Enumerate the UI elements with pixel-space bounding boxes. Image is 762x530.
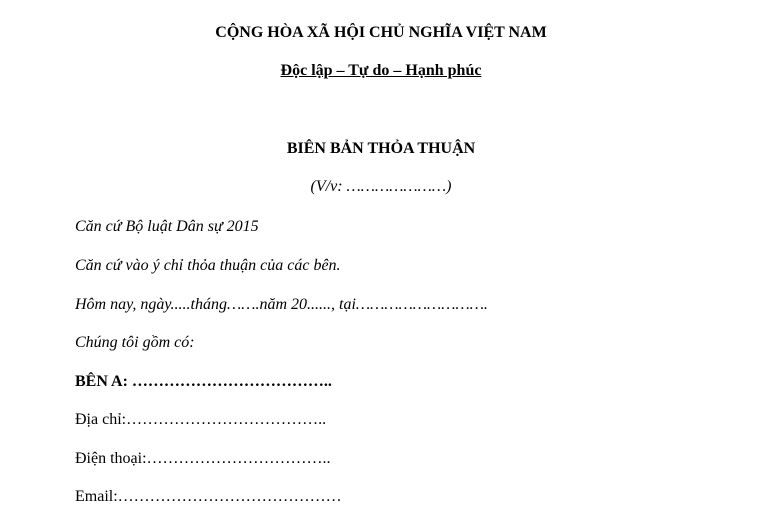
party-a-address: Địa chỉ:……………………………….. [75, 411, 327, 428]
date-place-text: Hôm nay, ngày.....tháng…….năm 20......, tại………………………. [75, 296, 488, 313]
party-a-phone: Điện thoại:…………………………….. [75, 450, 331, 467]
nation-heading: CỘNG HÒA XÃ HỘI CHỦ NGHĨA VIỆT NAM [215, 24, 547, 41]
members-intro-text: Chúng tôi gồm có: [75, 334, 195, 351]
party-a-label: BÊN A: ……………………………….. [75, 373, 332, 390]
party-a-email: Email:…………………………………… [75, 488, 342, 505]
motto-heading: Độc lập – Tự do – Hạnh phúc [280, 62, 482, 79]
document-subject: (V/v: …………………) [310, 178, 452, 195]
basis-law-text: Căn cứ Bộ luật Dân sự 2015 [75, 218, 259, 235]
basis-agreement-text: Căn cứ vào ý chỉ thỏa thuận của các bên. [75, 257, 341, 274]
document-title: BIÊN BẢN THỎA THUẬN [286, 140, 476, 157]
